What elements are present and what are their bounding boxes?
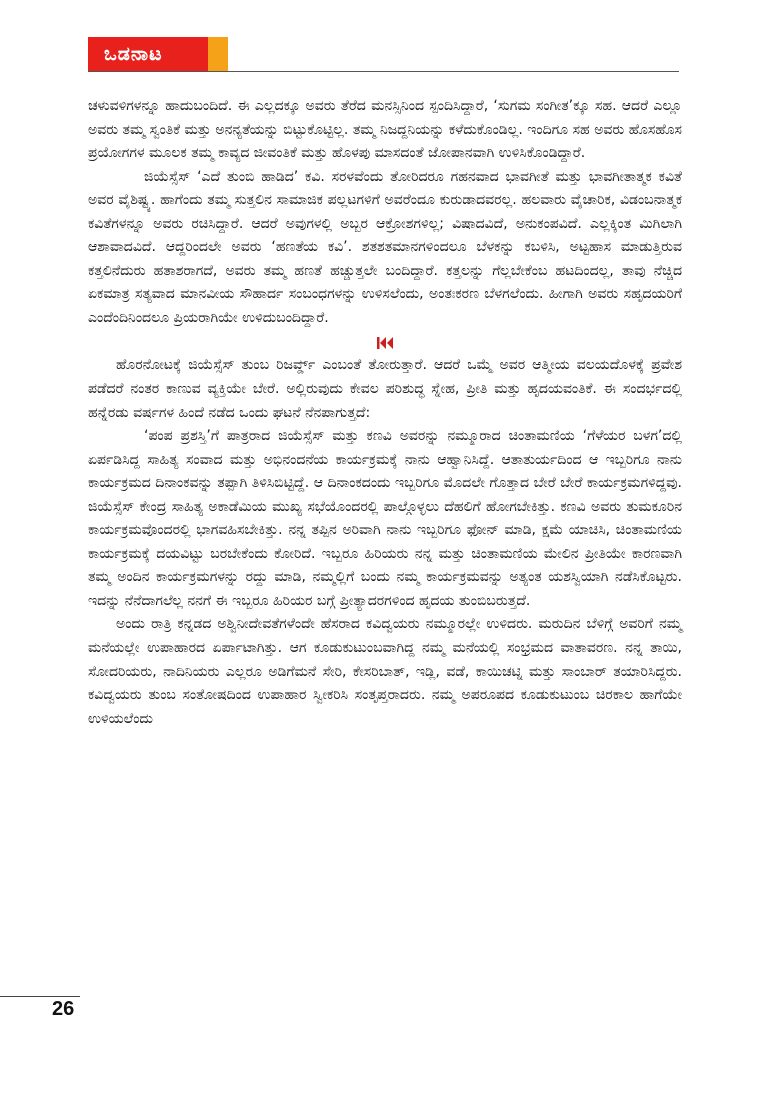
section-header-badge xyxy=(88,37,228,71)
paragraph-2: ಜಿಯೆಸ್ಸೆಸ್ ‘ಎದೆ ತುಂಬಿ ಹಾಡಿದ’ ಕವಿ. ಸರಳವೆಂದು ತೋರಿದರೂ ಗಹನವಾದ ಭಾವಗೀತೆ ಮತ್ತು ಭಾವಗೀತಾತ್ಮಕ ಕವಿತೆ ಅವರ ವೈಶಿಷ್ಟ್ಯ. ಹಾಗೆಂದು ತಮ್ಮ ಸುತ್ತಲಿನ ಸಾಮಾಜಿಕ ಪಲ್ಲಟಗಳಿಗೆ ಅವರೆಂದೂ ಕುರುಡಾದವರಲ್ಲ. ಹಲವಾರು ವೈಚಾರಿಕ, ವಿಡಂಬನಾತ್ಮಕ ಕವಿತೆಗಳನ್ನೂ ಅವರು ರಚಿಸಿದ್ದಾರೆ. ಆದರೆ ಅವುಗಳಲ್ಲಿ ಅಬ್ಬರ ಆಕ್ರೋಶಗಳಿಲ್ಲ; ವಿಷಾದವಿದೆ, ಅನುಕಂಪವಿದೆ. ಎಲ್ಲಕ್ಕಿಂತ ಮಿಗಿಲಾಗಿ ಆಶಾವಾದವಿದೆ. ಆದ್ದರಿಂದಲೇ ಅವರು ‘ಹಣತೆಯ ಕವಿ’. ಶತಶತಮಾನಗಳಿಂದಲೂ ಬೆಳಕನ್ನು ಕಬಳಿಸಿ, ಅಟ್ಟಹಾಸ ಮಾಡುತ್ತಿರುವ ಕತ್ತಲಿನೆದುರು ಹತಾಶರಾಗದೆ, ಅವರು ತಮ್ಮ ಹಣತೆ ಹಚ್ಚುತ್ತಲೇ ಬಂದಿದ್ದಾರೆ. ಕತ್ತಲನ್ನು ಗೆಲ್ಲಬೇಕೆಂಬ ಹಟದಿಂದಲ್ಲ, ತಾವು ನೆಚ್ಚಿದ ಏಕಮಾತ್ರ ಸತ್ಯವಾದ ಮಾನವೀಯ ಸೌಹಾರ್ದ ಸಂಬಂಧಗಳನ್ನು ಉಳಿಸಲೆಂದು, ಅಂತಃಕರಣ ಬೆಳಗಲೆಂದು. ಹೀಗಾಗಿ ಅವರು ಸಹೃದಯರಿಗೆ ಎಂದೆಂದಿನಿಂದಲೂ ಪ್ರಿಯರಾಗಿಯೇ ಉಳಿದುಬಂದಿದ್ದಾರೆ. xyxy=(88,168,682,326)
page-number: 26 xyxy=(52,998,75,1020)
header-divider xyxy=(88,71,679,72)
double-chevron-icon xyxy=(377,336,393,350)
footer-divider xyxy=(0,996,80,997)
paragraph-1: ಚಳುವಳಿಗಳನ್ನೂ ಹಾದುಬಂದಿದೆ. ಈ ಎಲ್ಲದಕ್ಕೂ ಅವರು ತೆರೆದ ಮನಸ್ಸಿನಿಂದ ಸ್ಪಂದಿಸಿದ್ದಾರೆ, ‘ಸುಗಮ ಸಂಗೀತ’ಕ್ಕೂ ಸಹ. ಆದರೆ ಎಲ್ಲೂ ಅವರು ತಮ್ಮ ಸ್ವಂತಿಕೆ ಮತ್ತು ಅನನ್ಯತೆಯನ್ನು ಬಿಟ್ಟುಕೊಟ್ಟಿಲ್ಲ. ತಮ್ಮ ನಿಜದ್ದನಿಯನ್ನು ಕಳೆದುಕೊಂಡಿಲ್ಲ. ಇಂದಿಗೂ ಸಹ ಅವರು ಹೊಸಹೊಸ ಪ್ರಯೋಗಗಳ ಮೂಲಕ ತಮ್ಮ ಕಾವ್ಯದ ಜೀವಂತಿಕೆ ಮತ್ತು ಹೊಳಪು ಮಾಸದಂತೆ ಜೋಪಾನವಾಗಿ ಉಳಿಸಿಕೊಂಡಿದ್ದಾರೆ. xyxy=(88,98,682,162)
paragraph-5: ಅಂದು ರಾತ್ರಿ ಕನ್ನಡದ ಅಶ್ವಿನೀದೇವತೆಗಳೆಂದೇ ಹೆಸರಾದ ಕವಿದ್ವಯರು ನಮ್ಮೂರಲ್ಲೇ ಉಳಿದರು. ಮರುದಿನ ಬೆಳಿಗ್ಗೆ ಅವರಿಗೆ ನಮ್ಮ ಮನೆಯಲ್ಲೇ ಉಪಾಹಾರದ ಏರ್ಪಾಟಾಗಿತ್ತು. ಆಗ ಕೂಡುಕುಟುಂಬವಾಗಿದ್ದ ನಮ್ಮ ಮನೆಯಲ್ಲಿ ಸಂಭ್ರಮದ ವಾತಾವರಣ. ನನ್ನ ತಾಯಿ, ಸೋದರಿಯರು, ನಾದಿನಿಯರು ಎಲ್ಲರೂ ಅಡಿಗೆಮನೆ ಸೇರಿ, ಕೇಸರಿಬಾತ್, ಇಡ್ಲಿ, ವಡೆ, ಕಾಯಿಚಟ್ನಿ ಮತ್ತು ಸಾಂಬಾರ್ ತಯಾರಿಸಿದ್ದರು. ಕವಿದ್ವಯರು ತುಂಬ ಸಂತೋಷದಿಂದ ಉಪಾಹಾರ ಸ್ವೀಕರಿಸಿ ಸಂತೃಪ್ತರಾದರು. ನಮ್ಮ ಅಪರೂಪದ ಕೂಡುಕುಟುಂಬ ಚಿರಕಾಲ ಹಾಗೆಯೇ ಉಳಿಯಲೆಂದು xyxy=(88,616,682,727)
paragraph-3: ಹೊರನೋಟಕ್ಕೆ ಜಿಯೆಸ್ಸೆಸ್ ತುಂಬ ರಿಜರ್ವ್ಡ್ ಎಂಬಂತೆ ತೋರುತ್ತಾರೆ. ಆದರೆ ಒಮ್ಮೆ ಅವರ ಆತ್ಮೀಯ ವಲಯದೊಳಕ್ಕೆ ಪ್ರವೇಶ ಪಡೆದರೆ ನಂತರ ಕಾಣುವ ವ್ಯಕ್ತಿಯೇ ಬೇರೆ. ಅಲ್ಲಿರುವುದು ಕೇವಲ ಪರಿಶುದ್ಧ ಸ್ನೇಹ, ಪ್ರೀತಿ ಮತ್ತು ಹೃದಯವಂತಿಕೆ. ಈ ಸಂದರ್ಭದಲ್ಲಿ ಹನ್ನೆರಡು ವರ್ಷಗಳ ಹಿಂದೆ ನಡೆದ ಒಂದು ಘಟನೆ ನೆನಪಾಗುತ್ತದೆ: xyxy=(88,357,682,421)
header-accent-block xyxy=(208,37,228,71)
section-title: ಒಡನಾಟ xyxy=(104,43,163,65)
paragraph-4: ‘ಪಂಪ ಪ್ರಶಸ್ತಿ’ಗೆ ಪಾತ್ರರಾದ ಜಿಯೆಸ್ಸೆಸ್ ಮತ್ತು ಕಣವಿ ಅವರನ್ನು ನಮ್ಮೂರಾದ ಚಿಂತಾಮಣಿಯ ‘ಗೆಳೆಯರ ಬಳಗ’ದಲ್ಲಿ ಏರ್ಪಡಿಸಿದ್ದ ಸಾಹಿತ್ಯ ಸಂವಾದ ಮತ್ತು ಅಭಿನಂದನೆಯ ಕಾರ್ಯಕ್ರಮಕ್ಕೆ ನಾನು ಆಹ್ವಾನಿಸಿದ್ದೆ. ಆತಾತುರ್ಯದಿಂದ ಆ ಇಬ್ಬರಿಗೂ ನಾನು ಕಾರ್ಯಕ್ರಮದ ದಿನಾಂಕವನ್ನು ತಪ್ಪಾಗಿ ತಿಳಿಸಿಬಿಟ್ಟಿದ್ದೆ. ಆ ದಿನಾಂಕದಂದು ಇಬ್ಬರಿಗೂ ಮೊದಲೇ ಗೊತ್ತಾದ ಬೇರೆ ಬೇರೆ ಕಾರ್ಯಕ್ರಮಗಳಿದ್ದವು. ಜಿಯೆಸ್ಸೆಸ್ ಕೇಂದ್ರ ಸಾಹಿತ್ಯ ಅಕಾಡೆಮಿಯ ಮುಖ್ಯ ಸಭೆಯೊಂದರಲ್ಲಿ ಪಾಲ್ಗೊಳ್ಳಲು ದೆಹಲಿಗೆ ಹೋಗಬೇಕಿತ್ತು. ಕಣವಿ ಅವರು ತುಮಕೂರಿನ ಕಾರ್ಯಕ್ರಮವೊಂದರಲ್ಲಿ ಭಾಗವಹಿಸಬೇಕಿತ್ತು. ನನ್ನ ತಪ್ಪಿನ ಅರಿವಾಗಿ ನಾನು ಇಬ್ಬರಿಗೂ ಫೋನ್ ಮಾಡಿ, ಕ್ಷಮೆ ಯಾಚಿಸಿ, ಚಿಂತಾಮಣಿಯ ಕಾರ್ಯಕ್ರಮಕ್ಕೆ ದಯವಿಟ್ಟು ಬರಬೇಕೆಂದು ಕೋರಿದೆ. ಇಬ್ಬರೂ ಹಿರಿಯರು ನನ್ನ ಮತ್ತು ಚಿಂತಾಮಣಿಯ ಮೇಲಿನ ಪ್ರೀತಿಯೇ ಕಾರಣವಾಗಿ ತಮ್ಮ ಅಂದಿನ ಕಾರ್ಯಕ್ರಮಗಳನ್ನು ರದ್ದು ಮಾಡಿ, ನಮ್ಮಲ್ಲಿಗೆ ಬಂದು ನಮ್ಮ ಕಾರ್ಯಕ್ರಮವನ್ನು ಅತ್ಯಂತ ಯಶಸ್ವಿಯಾಗಿ ನಡೆಸಿಕೊಟ್ಟರು. ಇದನ್ನು ನೆನೆದಾಗಲೆಲ್ಲ ನನಗೆ ಈ ಇಬ್ಬರೂ ಹಿರಿಯರ ಬಗ್ಗೆ ಪ್ರೀತ್ಯಾದರಗಳಿಂದ ಹೃದಯ ತುಂಬಿಬರುತ್ತದೆ. xyxy=(88,428,682,609)
article-body xyxy=(88,95,682,731)
section-divider-icon xyxy=(88,330,682,354)
